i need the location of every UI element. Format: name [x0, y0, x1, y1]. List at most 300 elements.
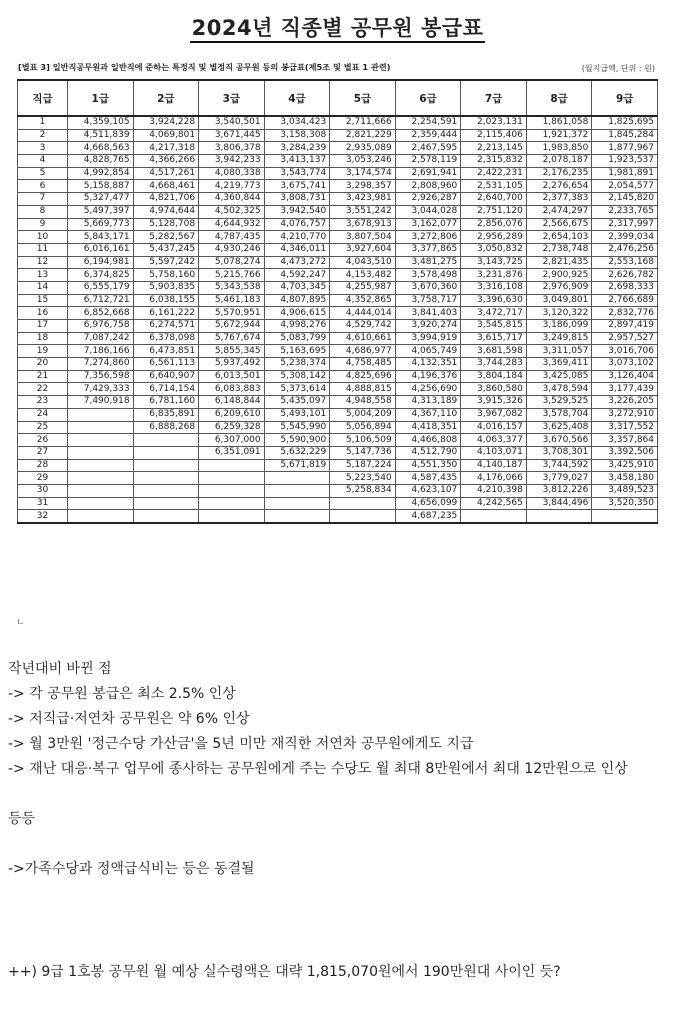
- salary-cell: 3,578,704: [526, 408, 592, 421]
- salary-cell: 6,194,981: [68, 256, 134, 269]
- salary-cell: 4,043,510: [330, 256, 396, 269]
- salary-cell: 3,050,832: [461, 243, 527, 256]
- salary-cell: 4,063,377: [461, 434, 527, 447]
- table-row: [18, 383, 658, 396]
- salary-cell: 3,551,242: [330, 205, 396, 218]
- step-cell: 5: [18, 167, 68, 180]
- salary-cell: 3,520,350: [592, 497, 658, 510]
- header-step: 직급: [18, 80, 68, 116]
- salary-cell: 2,808,960: [395, 180, 461, 193]
- salary-cell: 5,078,274: [199, 256, 265, 269]
- salary-cell: 3,942,233: [199, 155, 265, 168]
- step-cell: 2: [18, 129, 68, 142]
- salary-cell: 3,458,180: [592, 472, 658, 485]
- step-cell: 8: [18, 205, 68, 218]
- notes-etc: 등등: [8, 811, 36, 827]
- salary-cell: 3,316,108: [461, 281, 527, 294]
- page-title: 2024년 직종별 공무원 봉급표: [0, 12, 675, 42]
- salary-cell: 3,016,706: [592, 345, 658, 358]
- salary-cell: 2,926,287: [395, 193, 461, 206]
- salary-cell: 4,888,815: [330, 383, 396, 396]
- salary-cell: [68, 446, 134, 459]
- salary-cell: 3,744,283: [461, 358, 527, 371]
- table-row: [18, 510, 658, 523]
- salary-cell: 1,921,372: [526, 129, 592, 142]
- salary-cell: 3,298,357: [330, 180, 396, 193]
- table-row: [18, 243, 658, 256]
- salary-cell: 4,217,318: [133, 142, 199, 155]
- step-cell: 10: [18, 231, 68, 244]
- table-row: [18, 193, 658, 206]
- salary-cell: 3,284,239: [264, 142, 330, 155]
- table-row: [18, 396, 658, 409]
- salary-cell: [68, 484, 134, 497]
- salary-cell: 3,529,525: [526, 396, 592, 409]
- salary-cell: 3,744,592: [526, 459, 592, 472]
- salary-cell: 2,213,145: [461, 142, 527, 155]
- table-row: [18, 421, 658, 434]
- salary-cell: 1,981,891: [592, 167, 658, 180]
- step-cell: 18: [18, 332, 68, 345]
- salary-cell: 3,942,540: [264, 205, 330, 218]
- salary-cell: 3,812,226: [526, 484, 592, 497]
- salary-cell: 2,467,595: [395, 142, 461, 155]
- salary-cell: 4,418,351: [395, 421, 461, 434]
- salary-cell: 3,073,102: [592, 358, 658, 371]
- table-row: [18, 180, 658, 193]
- salary-cell: 3,545,815: [461, 320, 527, 333]
- step-cell: 27: [18, 446, 68, 459]
- salary-cell: 4,103,071: [461, 446, 527, 459]
- table-row: [18, 459, 658, 472]
- salary-cell: 5,632,229: [264, 446, 330, 459]
- salary-cell: 3,915,326: [461, 396, 527, 409]
- salary-cell: 2,054,577: [592, 180, 658, 193]
- salary-cell: 6,374,825: [68, 269, 134, 282]
- salary-cell: 3,231,876: [461, 269, 527, 282]
- salary-cell: 5,223,540: [330, 472, 396, 485]
- salary-cell: 3,708,301: [526, 446, 592, 459]
- header-grade: 4급: [264, 80, 330, 116]
- salary-cell: 6,835,891: [133, 408, 199, 421]
- salary-cell: 3,158,308: [264, 129, 330, 142]
- salary-cell: 2,317,997: [592, 218, 658, 231]
- salary-cell: 3,369,411: [526, 358, 592, 371]
- step-cell: 7: [18, 193, 68, 206]
- salary-cell: 4,176,066: [461, 472, 527, 485]
- salary-cell: 4,610,661: [330, 332, 396, 345]
- salary-cell: 4,219,773: [199, 180, 265, 193]
- salary-cell: [199, 497, 265, 510]
- salary-cell: 2,578,119: [395, 155, 461, 168]
- salary-cell: 2,233,765: [592, 205, 658, 218]
- salary-cell: 4,210,770: [264, 231, 330, 244]
- salary-cell: 3,053,246: [330, 155, 396, 168]
- salary-cell: [133, 459, 199, 472]
- salary-cell: [264, 484, 330, 497]
- salary-cell: 4,644,932: [199, 218, 265, 231]
- salary-cell: 4,352,865: [330, 294, 396, 307]
- salary-cell: 6,781,160: [133, 396, 199, 409]
- step-cell: 3: [18, 142, 68, 155]
- salary-cell: 4,592,247: [264, 269, 330, 282]
- salary-cell: 3,472,717: [461, 307, 527, 320]
- salary-cell: 4,242,565: [461, 497, 527, 510]
- salary-cell: [264, 510, 330, 523]
- salary-cell: 4,668,563: [68, 142, 134, 155]
- salary-cell: 3,841,403: [395, 307, 461, 320]
- salary-cell: 2,654,103: [526, 231, 592, 244]
- salary-cell: 2,821,435: [526, 256, 592, 269]
- salary-cell: 5,308,142: [264, 370, 330, 383]
- notes-heading: 작년대비 바뀐 점: [8, 661, 112, 677]
- salary-cell: 6,561,113: [133, 358, 199, 371]
- salary-cell: 3,272,910: [592, 408, 658, 421]
- step-cell: 17: [18, 320, 68, 333]
- salary-cell: 4,656,099: [395, 497, 461, 510]
- salary-cell: 5,493,101: [264, 408, 330, 421]
- salary-cell: 2,832,776: [592, 307, 658, 320]
- table-row: [18, 370, 658, 383]
- salary-cell: 4,502,325: [199, 205, 265, 218]
- note-bullet: -> 재난 대응·복구 업무에 종사하는 공무원에게 주는 수당도 월 최대 8만원에서 최대 12만원으로 인상: [8, 761, 628, 777]
- salary-cell: 3,804,184: [461, 370, 527, 383]
- salary-cell: 5,327,477: [68, 193, 134, 206]
- salary-cell: 3,670,360: [395, 281, 461, 294]
- header-grade: 9급: [592, 80, 658, 116]
- salary-cell: 6,307,000: [199, 434, 265, 447]
- salary-cell: 2,474,297: [526, 205, 592, 218]
- salary-cell: 3,967,082: [461, 408, 527, 421]
- salary-cell: 2,698,333: [592, 281, 658, 294]
- salary-cell: 6,640,907: [133, 370, 199, 383]
- salary-cell: 2,566,675: [526, 218, 592, 231]
- salary-cell: 3,489,523: [592, 484, 658, 497]
- table-caption: [별표 3] 일반직공무원과 일반직에 준하는 특정직 및 별정직 공무원 등의 봉급표(제5조 및 별표 1 관련): [18, 62, 391, 72]
- salary-cell: 4,998,276: [264, 320, 330, 333]
- salary-cell: 1,983,850: [526, 142, 592, 155]
- salary-cell: 3,120,322: [526, 307, 592, 320]
- salary-cell: 4,153,482: [330, 269, 396, 282]
- table-row: [18, 358, 658, 371]
- salary-cell: 3,126,404: [592, 370, 658, 383]
- salary-cell: 5,767,674: [199, 332, 265, 345]
- step-cell: 23: [18, 396, 68, 409]
- salary-cell: 3,481,275: [395, 256, 461, 269]
- salary-cell: 3,920,274: [395, 320, 461, 333]
- salary-cell: 4,210,398: [461, 484, 527, 497]
- salary-cell: 2,821,229: [330, 129, 396, 142]
- salary-cell: 4,668,461: [133, 180, 199, 193]
- salary-cell: 2,315,832: [461, 155, 527, 168]
- salary-cell: 5,843,171: [68, 231, 134, 244]
- salary-cell: 5,435,097: [264, 396, 330, 409]
- salary-cell: 2,957,527: [592, 332, 658, 345]
- salary-cell: [133, 446, 199, 459]
- salary-cell: 7,087,242: [68, 332, 134, 345]
- salary-cell: 4,821,706: [133, 193, 199, 206]
- salary-cell: 5,083,799: [264, 332, 330, 345]
- salary-cell: 2,935,089: [330, 142, 396, 155]
- salary-cell: 3,543,774: [264, 167, 330, 180]
- header-grade: 3급: [199, 80, 265, 116]
- salary-cell: 2,359,444: [395, 129, 461, 142]
- salary-cell: 6,888,268: [133, 421, 199, 434]
- salary-cell: 2,751,120: [461, 205, 527, 218]
- table-row: [18, 484, 658, 497]
- salary-cell: [264, 472, 330, 485]
- salary-cell: [68, 459, 134, 472]
- salary-cell: 3,049,801: [526, 294, 592, 307]
- salary-cell: 3,808,731: [264, 193, 330, 206]
- salary-cell: 6,852,668: [68, 307, 134, 320]
- salary-cell: 6,274,571: [133, 320, 199, 333]
- salary-cell: 5,437,245: [133, 243, 199, 256]
- salary-cell: 2,115,406: [461, 129, 527, 142]
- salary-cell: 4,076,757: [264, 218, 330, 231]
- salary-cell: 2,900,925: [526, 269, 592, 282]
- salary-cell: 4,825,696: [330, 370, 396, 383]
- salary-cell: 4,366,266: [133, 155, 199, 168]
- salary-cell: 2,276,654: [526, 180, 592, 193]
- salary-cell: 6,259,328: [199, 421, 265, 434]
- salary-cell: 4,466,808: [395, 434, 461, 447]
- salary-cell: [133, 434, 199, 447]
- salary-cell: 2,976,909: [526, 281, 592, 294]
- table-row: [18, 497, 658, 510]
- salary-cell: 6,013,501: [199, 370, 265, 383]
- salary-cell: 4,703,345: [264, 281, 330, 294]
- salary-cell: 2,897,419: [592, 320, 658, 333]
- step-cell: 29: [18, 472, 68, 485]
- salary-cell: [133, 510, 199, 523]
- salary-cell: 3,317,552: [592, 421, 658, 434]
- salary-cell: 3,392,506: [592, 446, 658, 459]
- step-cell: 12: [18, 256, 68, 269]
- step-cell: 14: [18, 281, 68, 294]
- table-row: [18, 155, 658, 168]
- salary-cell: 4,687,235: [395, 510, 461, 523]
- salary-cell: [526, 510, 592, 523]
- salary-cell: 3,413,137: [264, 155, 330, 168]
- salary-cell: 4,132,351: [395, 358, 461, 371]
- salary-cell: 3,249,815: [526, 332, 592, 345]
- salary-cell: 3,540,501: [199, 116, 265, 129]
- salary-cell: 2,399,034: [592, 231, 658, 244]
- salary-cell: 3,226,205: [592, 396, 658, 409]
- salary-cell: 4,511,839: [68, 129, 134, 142]
- salary-cell: 6,209,610: [199, 408, 265, 421]
- step-cell: 19: [18, 345, 68, 358]
- salary-cell: 4,512,790: [395, 446, 461, 459]
- salary-cell: [330, 510, 396, 523]
- salary-cell: 6,714,154: [133, 383, 199, 396]
- salary-cell: [68, 408, 134, 421]
- step-cell: 21: [18, 370, 68, 383]
- step-cell: 25: [18, 421, 68, 434]
- salary-cell: 4,587,435: [395, 472, 461, 485]
- salary-cell: 5,106,509: [330, 434, 396, 447]
- note-bullet: -> 각 공무원 봉급은 최소 2.5% 인상: [8, 686, 236, 702]
- salary-cell: 5,597,242: [133, 256, 199, 269]
- salary-cell: 1,861,058: [526, 116, 592, 129]
- step-cell: 22: [18, 383, 68, 396]
- table-row: [18, 205, 658, 218]
- salary-cell: 4,256,690: [395, 383, 461, 396]
- salary-cell: 4,758,485: [330, 358, 396, 371]
- salary-cell: 4,473,272: [264, 256, 330, 269]
- salary-cell: 4,807,895: [264, 294, 330, 307]
- salary-cell: [133, 484, 199, 497]
- salary-cell: [68, 421, 134, 434]
- salary-cell: 5,461,183: [199, 294, 265, 307]
- step-cell: 9: [18, 218, 68, 231]
- salary-cell: 5,758,160: [133, 269, 199, 282]
- header-grade: 5급: [330, 80, 396, 116]
- salary-cell: 2,553,168: [592, 256, 658, 269]
- salary-cell: 3,423,981: [330, 193, 396, 206]
- table-row: [18, 446, 658, 459]
- salary-cell: 5,258,834: [330, 484, 396, 497]
- salary-cell: 3,927,604: [330, 243, 396, 256]
- salary-cell: 3,143,725: [461, 256, 527, 269]
- salary-cell: 4,551,350: [395, 459, 461, 472]
- table-row: [18, 167, 658, 180]
- step-cell: 13: [18, 269, 68, 282]
- table-header-row: [18, 80, 658, 116]
- notes-estimate: ++) 9급 1호봉 공무원 월 예상 실수령액은 대략 1,815,070원에서 190만원대 사이인 듯?: [8, 964, 561, 980]
- step-cell: 30: [18, 484, 68, 497]
- salary-cell: 5,128,708: [133, 218, 199, 231]
- salary-cell: 1,845,284: [592, 129, 658, 142]
- salary-cell: 3,779,027: [526, 472, 592, 485]
- salary-cell: 7,429,333: [68, 383, 134, 396]
- step-cell: 20: [18, 358, 68, 371]
- table-row: [18, 434, 658, 447]
- salary-cell: [592, 510, 658, 523]
- salary-cell: 3,670,566: [526, 434, 592, 447]
- salary-cell: [199, 459, 265, 472]
- salary-cell: 3,186,099: [526, 320, 592, 333]
- header-grade: 8급: [526, 80, 592, 116]
- salary-cell: 6,351,091: [199, 446, 265, 459]
- salary-cell: 3,625,408: [526, 421, 592, 434]
- step-cell: 6: [18, 180, 68, 193]
- salary-cell: 3,478,594: [526, 383, 592, 396]
- salary-cell: 2,640,700: [461, 193, 527, 206]
- salary-cell: [264, 497, 330, 510]
- step-cell: 16: [18, 307, 68, 320]
- table-row: [18, 332, 658, 345]
- salary-cell: 6,038,155: [133, 294, 199, 307]
- table-row: [18, 129, 658, 142]
- unit-label: (월지급액, 단위 : 원): [581, 64, 655, 73]
- salary-cell: 1,877,967: [592, 142, 658, 155]
- salary-cell: 5,497,397: [68, 205, 134, 218]
- salary-table: [17, 79, 658, 524]
- salary-cell: 2,711,666: [330, 116, 396, 129]
- salary-cell: 2,531,105: [461, 180, 527, 193]
- salary-cell: 6,976,758: [68, 320, 134, 333]
- salary-cell: 2,422,231: [461, 167, 527, 180]
- salary-cell: [68, 497, 134, 510]
- salary-cell: 5,570,951: [199, 307, 265, 320]
- salary-cell: 4,906,615: [264, 307, 330, 320]
- salary-cell: 3,272,806: [395, 231, 461, 244]
- salary-cell: 5,238,374: [264, 358, 330, 371]
- salary-cell: 7,356,598: [68, 370, 134, 383]
- footnote-mark: ㄴ: [16, 618, 25, 628]
- table-row: [18, 231, 658, 244]
- salary-cell: 2,738,748: [526, 243, 592, 256]
- salary-cell: 4,529,742: [330, 320, 396, 333]
- step-cell: 28: [18, 459, 68, 472]
- salary-cell: 5,215,766: [199, 269, 265, 282]
- salary-cell: 2,476,256: [592, 243, 658, 256]
- salary-cell: 7,490,918: [68, 396, 134, 409]
- header-grade: 6급: [395, 80, 461, 116]
- step-cell: 24: [18, 408, 68, 421]
- salary-cell: 2,145,820: [592, 193, 658, 206]
- salary-cell: 6,473,851: [133, 345, 199, 358]
- salary-cell: 4,623,107: [395, 484, 461, 497]
- salary-cell: 5,056,894: [330, 421, 396, 434]
- salary-cell: [461, 510, 527, 523]
- salary-cell: 4,359,105: [68, 116, 134, 129]
- table-row: [18, 116, 658, 129]
- salary-cell: 4,787,435: [199, 231, 265, 244]
- salary-cell: 3,174,574: [330, 167, 396, 180]
- salary-cell: 5,187,224: [330, 459, 396, 472]
- salary-cell: 5,672,944: [199, 320, 265, 333]
- salary-cell: 2,176,235: [526, 167, 592, 180]
- salary-cell: 5,373,614: [264, 383, 330, 396]
- salary-cell: 4,016,157: [461, 421, 527, 434]
- salary-cell: 3,678,913: [330, 218, 396, 231]
- salary-cell: 3,806,378: [199, 142, 265, 155]
- salary-cell: 4,069,801: [133, 129, 199, 142]
- salary-cell: 3,671,445: [199, 129, 265, 142]
- salary-cell: 5,903,835: [133, 281, 199, 294]
- table-row: [18, 320, 658, 333]
- salary-cell: 4,140,187: [461, 459, 527, 472]
- step-cell: 32: [18, 510, 68, 523]
- table-row: [18, 472, 658, 485]
- salary-cell: 4,930,246: [199, 243, 265, 256]
- salary-cell: [68, 472, 134, 485]
- table-row: [18, 218, 658, 231]
- table-row: [18, 256, 658, 269]
- salary-cell: 5,163,695: [264, 345, 330, 358]
- salary-cell: 1,825,695: [592, 116, 658, 129]
- salary-cell: 2,691,941: [395, 167, 461, 180]
- salary-cell: [133, 472, 199, 485]
- salary-cell: 3,177,439: [592, 383, 658, 396]
- salary-cell: 4,444,014: [330, 307, 396, 320]
- notes-section: [8, 657, 668, 985]
- salary-cell: 4,367,110: [395, 408, 461, 421]
- table-row: [18, 294, 658, 307]
- salary-cell: 3,860,580: [461, 383, 527, 396]
- salary-cell: 2,766,689: [592, 294, 658, 307]
- table-body: [18, 116, 658, 523]
- salary-cell: 3,357,864: [592, 434, 658, 447]
- salary-cell: 5,855,345: [199, 345, 265, 358]
- salary-cell: 6,161,222: [133, 307, 199, 320]
- header-grade: 1급: [68, 80, 134, 116]
- salary-cell: 5,937,492: [199, 358, 265, 371]
- salary-cell: 4,065,749: [395, 345, 461, 358]
